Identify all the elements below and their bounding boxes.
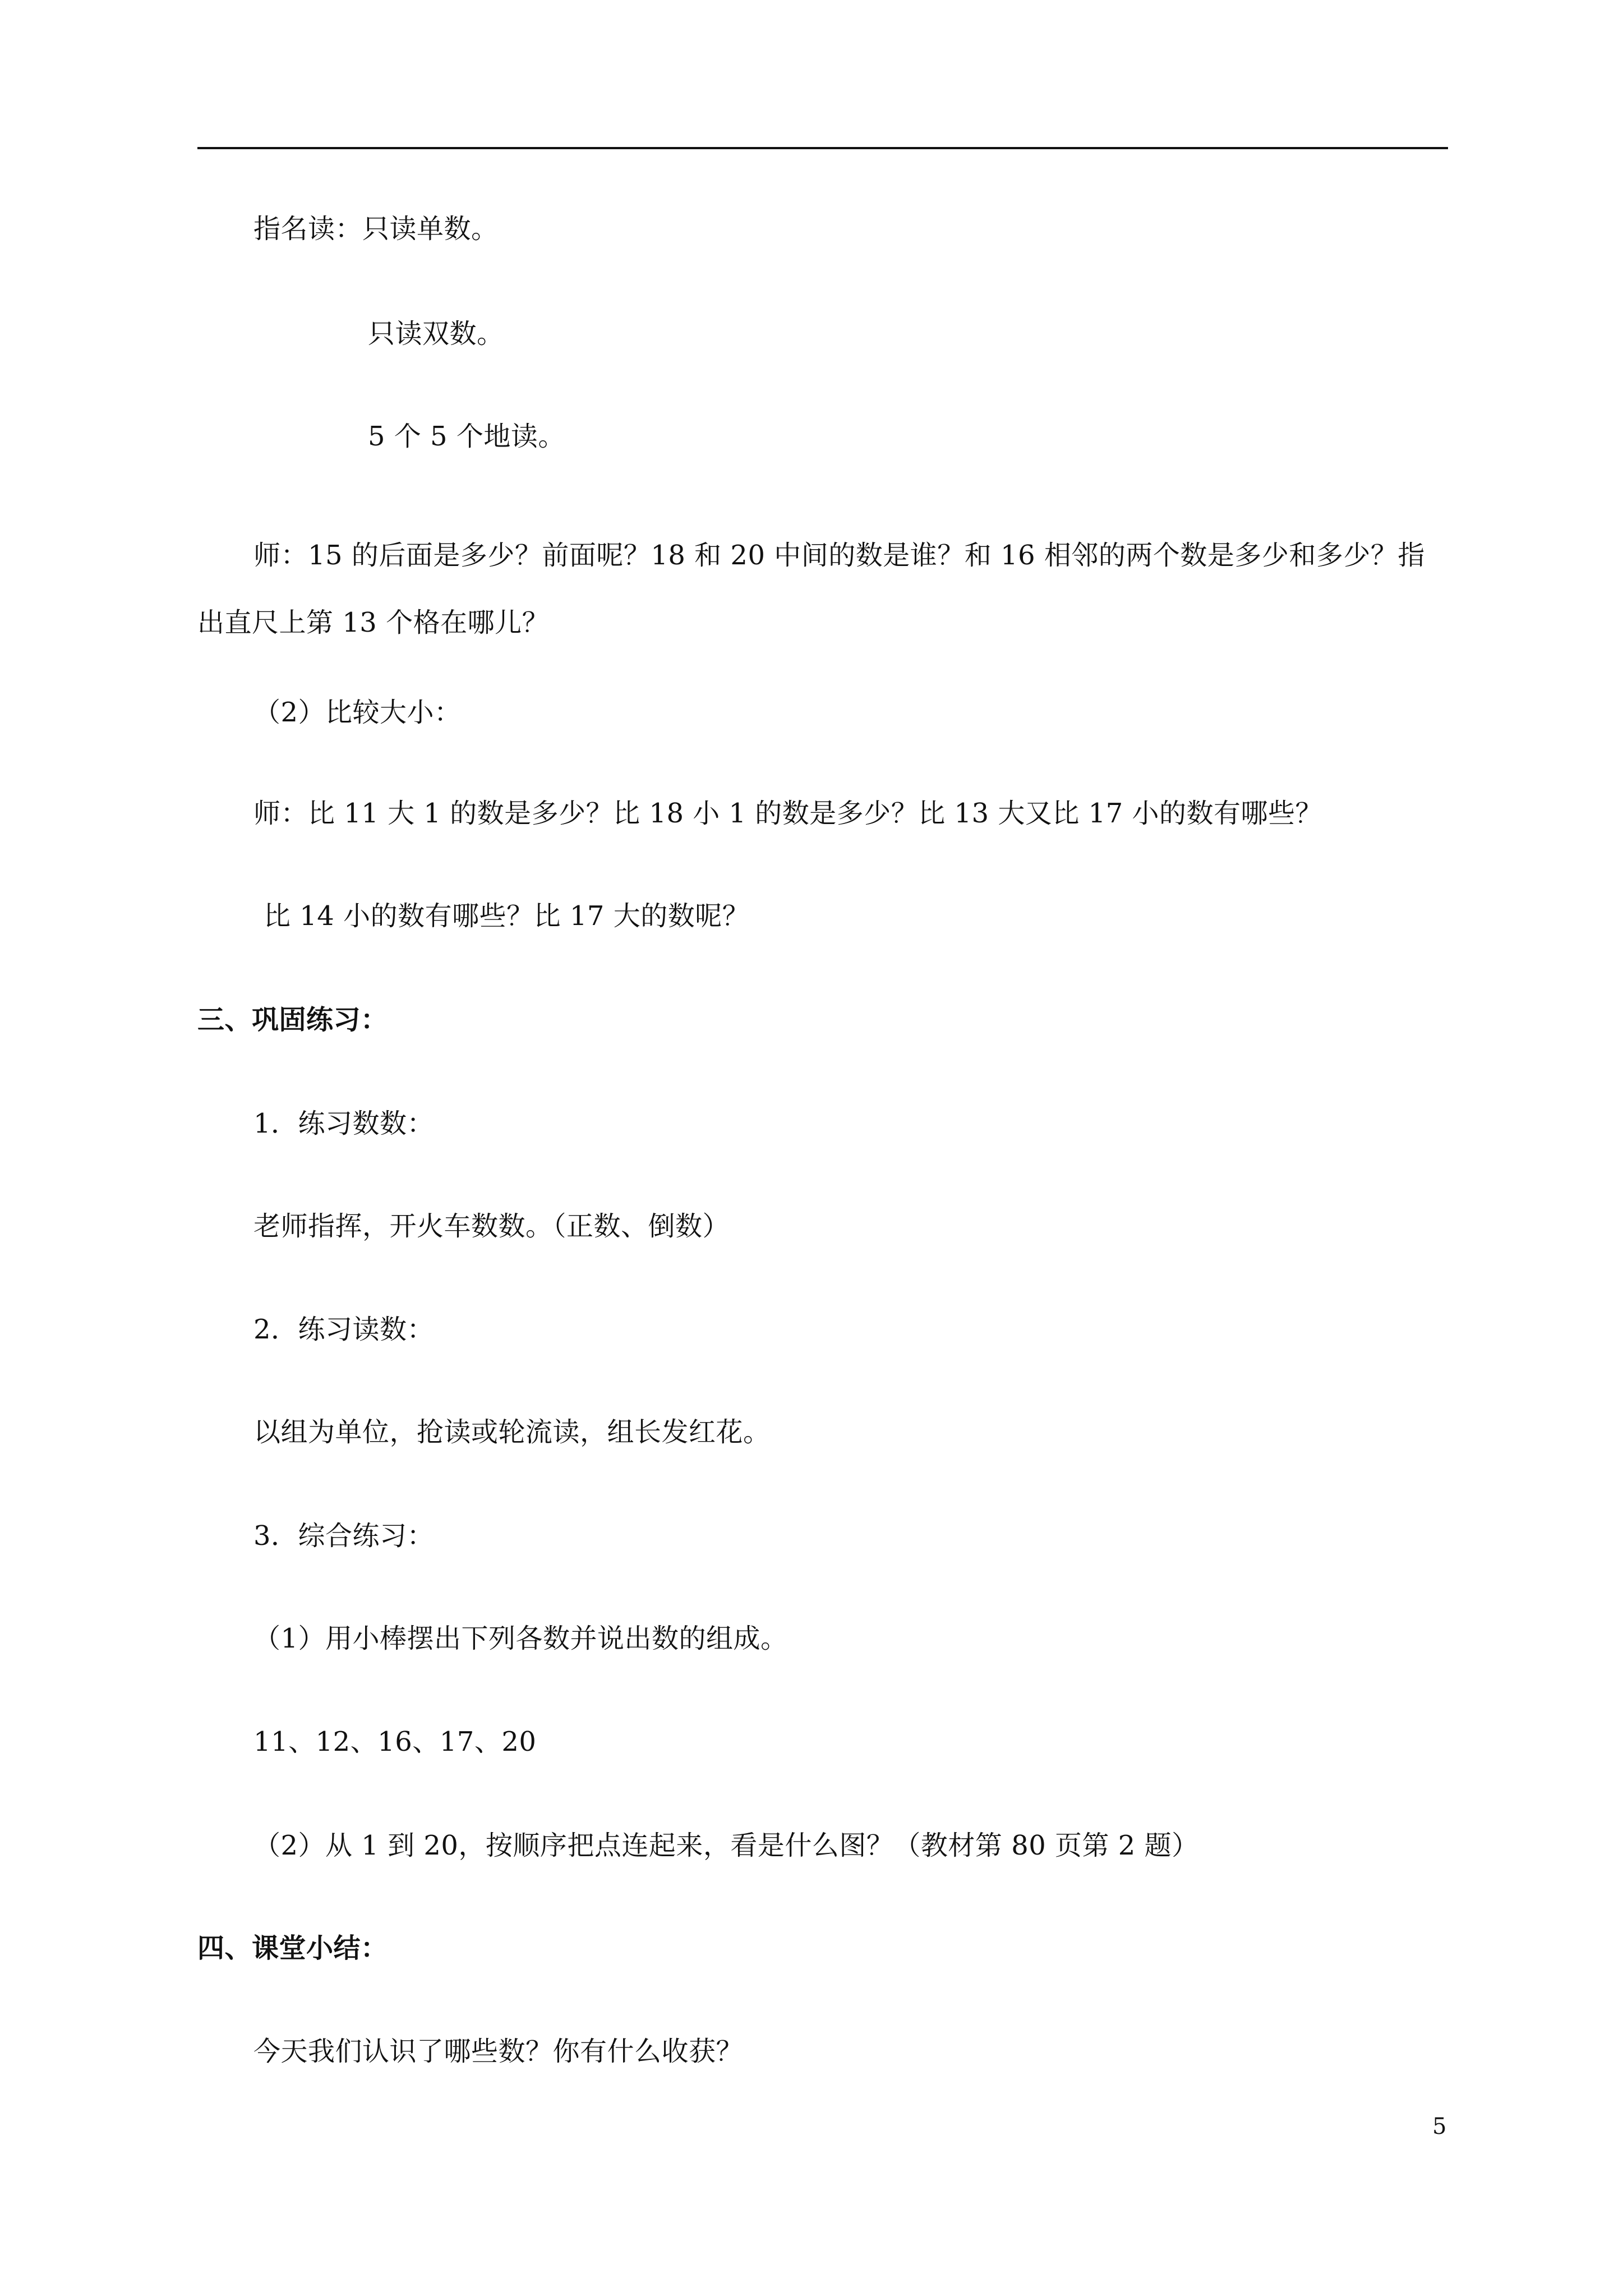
text-line: 老师指挥，开火车数数。（正数、倒数） [253,1211,730,1242]
text-line: 1．练习数数： [253,1108,435,1139]
text-line: （1）用小棒摆出下列各数并说出数的组成。 [253,1623,788,1654]
text-line: 3．综合练习： [253,1520,435,1552]
text-line: 5 个 5 个地读。 [368,421,565,452]
text-line: 2．练习读数： [253,1314,435,1345]
text-paragraph: 师：15 的后面是多少？前面呢？18 和 20 中间的数是谁？和 16 相邻的两个数是多少和多少？指出直尺上第 13 个格在哪儿？ [197,540,1425,638]
text-line: 以组为单位，抢读或轮流读，组长发红花。 [253,1416,771,1448]
text-line: 只读双数。 [368,318,504,349]
text-line: 指名读：只读单数。 [253,213,499,245]
text-line: 师：比 11 大 1 的数是多少？比 18 小 1 的数是多少？比 13 大又比 17 小的数有哪些？ [253,798,1322,829]
text-line: 今天我们认识了哪些数？你有什么收获？ [253,2036,744,2067]
text-line: 比 14 小的数有哪些？比 17 大的数呢？ [264,900,750,932]
text-line: （2）比较大小： [253,697,462,728]
text-line: 11、12、16、17、20 [253,1726,537,1757]
text-line: （2）从 1 到 20，按顺序把点连起来，看是什么图？（教材第 80 页第 2 题） [253,1830,1199,1861]
section-heading: 三、巩固练习： [197,1004,388,1036]
header-rule [197,147,1448,149]
section-heading: 四、课堂小结： [197,1932,388,1964]
page-number: 5 [1432,2114,1447,2139]
